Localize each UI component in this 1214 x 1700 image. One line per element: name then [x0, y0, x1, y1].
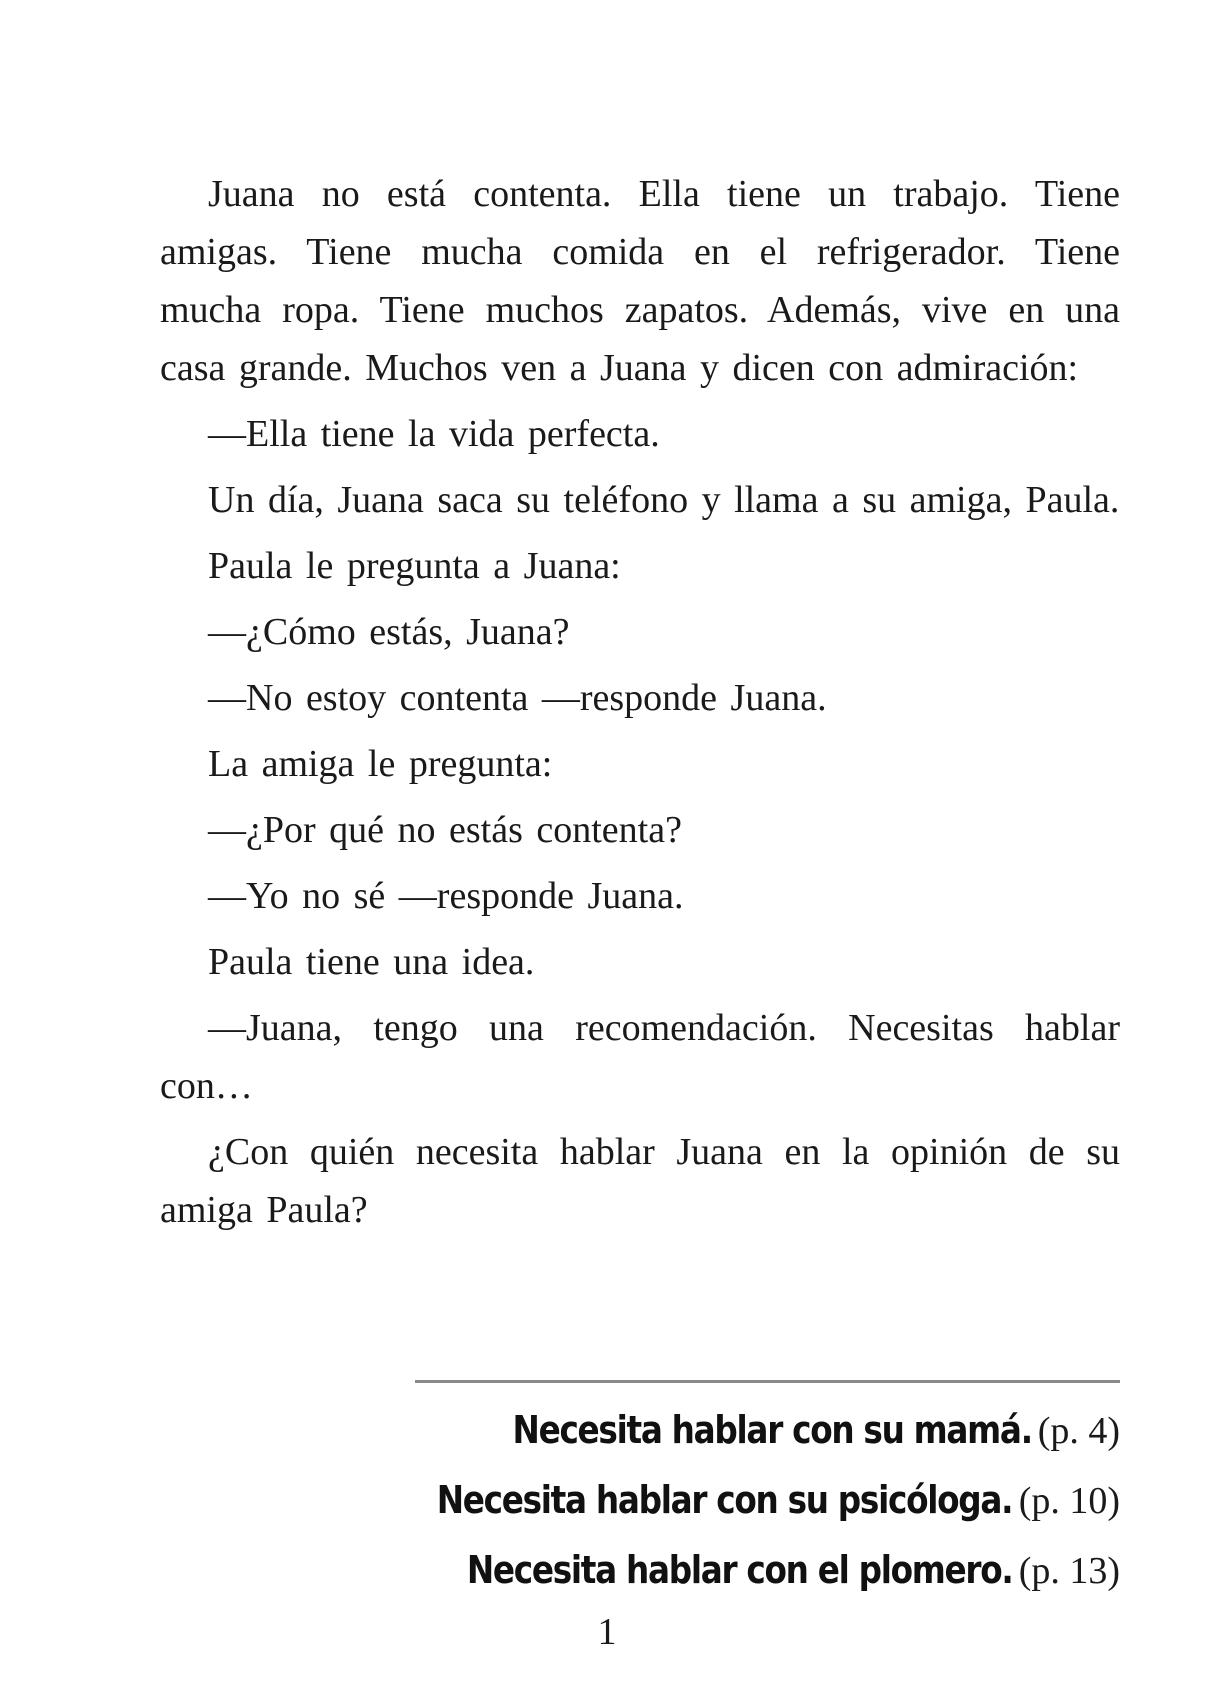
- paragraph: —Juana, tengo una recomendación. Necesitas hablar con…: [160, 1007, 1120, 1107]
- paragraph: —Ella tiene la vida perfecta.: [208, 413, 660, 455]
- paragraph: —¿Por qué no estás contenta?: [208, 809, 682, 851]
- choice-mama[interactable]: [320, 1395, 1120, 1465]
- paragraph: —No estoy contenta —responde Juana.: [208, 677, 827, 719]
- paragraph: Juana no está contenta. Ella tiene un trabajo. Tiene amigas. Tiene mucha comida en el refrigerador. Tiene mucha ropa. Tiene muchos zapatos. Además, vive en una casa grande. Muchos ven a Juana y dicen con admiración:: [160, 173, 1120, 389]
- choices-divider: [415, 1380, 1120, 1383]
- choice-page-ref: (p. 10): [1018, 1480, 1120, 1522]
- choice-label: Necesita hablar con el plomero.: [467, 1548, 1013, 1592]
- page-number: 1: [597, 1611, 617, 1653]
- paragraph: Un día, Juana saca su teléfono y llama a su amiga, Paula.: [208, 479, 1120, 521]
- paragraph: La amiga le pregunta:: [208, 743, 553, 785]
- choice-psicologa[interactable]: [320, 1465, 1120, 1535]
- paragraph: ¿Con quién necesita hablar Juana en la opinión de su amiga Paula?: [160, 1131, 1120, 1231]
- story-text: [160, 165, 1120, 1247]
- choice-page-ref: (p. 13): [1018, 1550, 1120, 1592]
- choice-plomero[interactable]: [320, 1535, 1120, 1605]
- paragraph: Paula le pregunta a Juana:: [208, 545, 621, 587]
- paragraph: Paula tiene una idea.: [208, 941, 535, 983]
- paragraph: —¿Cómo estás, Juana?: [208, 611, 570, 653]
- choice-label: Necesita hablar con su psicóloga.: [437, 1478, 1013, 1522]
- choice-label: Necesita hablar con su mamá.: [512, 1408, 1032, 1452]
- paragraph: —Yo no sé —responde Juana.: [208, 875, 684, 917]
- choice-page-ref: (p. 4): [1037, 1410, 1120, 1452]
- choice-list: [320, 1395, 1120, 1605]
